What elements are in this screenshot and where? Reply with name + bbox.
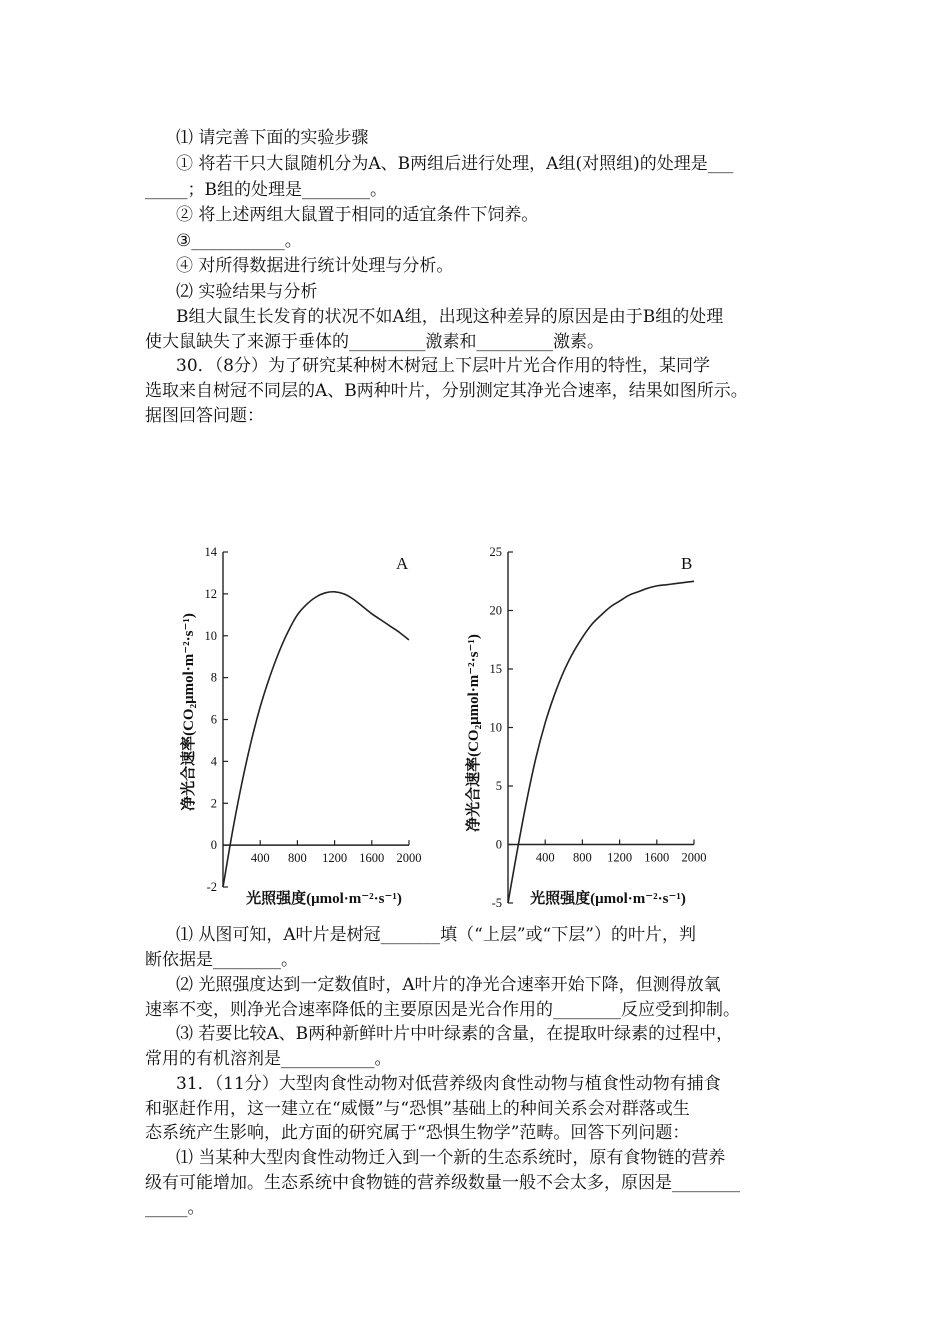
chartA-y-tick-label: 14 (204, 545, 217, 559)
chart-b-y-axis-label: 净光合速率(CO₂μmol·m⁻²·s⁻¹) (466, 634, 482, 832)
question-step-2: ② 将上述两组大鼠置于相同的适宜条件下饲养。 (176, 205, 539, 225)
chartB-y-tick-label: 25 (489, 545, 502, 559)
q30-sub2-line-1: ⑵ 光照强度达到一定数值时，A叶片的净光合速率开始下降，但测得放氧 (176, 975, 721, 995)
chartA-x-tick-label: 400 (250, 851, 270, 866)
q30-sub1-line-2: 断依据是________。 (145, 950, 298, 970)
chart-b-panel-label: B (681, 554, 693, 573)
chartA-y-tick-label: -2 (206, 880, 217, 894)
chart-a-series-line (223, 592, 409, 887)
q30-sub2-line-2: 速率不变，则净光合速率降低的主要原因是光合作用的________反应受到抑制。 (145, 1000, 740, 1020)
chartB-x-tick-label: 1600 (644, 850, 670, 865)
chartA-y-tick-label: 4 (210, 754, 217, 769)
chart-a (170, 535, 440, 915)
question-31-line-1: 31．（11分）大型肉食性动物对低营养级肉食性动物与植食性动物有捕食 (176, 1074, 721, 1094)
chartB-y-tick-label: 20 (489, 603, 502, 618)
chartB-y-tick-label: 10 (489, 720, 502, 735)
q30-sub1-line-1: ⑴ 从图可知，A叶片是树冠_______填（“上层”或“下层”）的叶片，判 (176, 925, 696, 945)
question-30-line-2: 选取来自树冠不同层的A、B两种叶片，分别测定其净光合速率，结果如图所示。 (145, 381, 748, 401)
q30-sub3-line-2: 常用的有机溶剂是___________。 (145, 1049, 392, 1069)
chartB-y-tick-label: -5 (491, 896, 502, 910)
chartA-y-tick-label: 2 (210, 796, 217, 811)
question-part-2-heading: ⑵ 实验结果与分析 (176, 282, 318, 302)
chartB-y-tick-label: 5 (495, 779, 502, 793)
q31-sub1-line-1: ⑴ 当某种大型肉食性动物迁入到一个新的生态系统时，原有食物链的营养 (176, 1148, 726, 1168)
chartA-y-tick-label: 6 (210, 712, 217, 727)
q31-sub1-line-2: 级有可能增加。生态系统中食物链的营养级数量一般不会太多，原因是________ (145, 1173, 740, 1193)
result-analysis-line-2: 使大鼠缺失了来源于垂体的_________激素和_________激素。 (145, 332, 604, 352)
q30-sub3-line-1: ⑶ 若要比较A、B两种新鲜叶片中叶绿素的含量，在提取叶绿素的过程中， (176, 1024, 734, 1044)
question-step-1-continued: _____；B组的处理是________。 (145, 180, 387, 200)
chartB-y-tick-label: 15 (489, 662, 502, 676)
question-30-line-1: 30．（8分）为了研究某种树木树冠上下层叶片光合作用的特性，某同学 (176, 356, 710, 376)
chartB-y-tick-label: 0 (495, 837, 502, 852)
chart-b (455, 535, 755, 915)
question-step-1: ① 将若干只大鼠随机分为A、B两组后进行处理，A组(对照组)的处理是___ (176, 154, 734, 174)
chartA-y-tick-label: 0 (210, 838, 217, 853)
chart-a-panel-label: A (396, 554, 409, 573)
chartB-x-tick-label: 2000 (681, 850, 707, 865)
chartA-x-tick-label: 2000 (396, 851, 422, 866)
question-31-line-3: 态系统产生影响，此方面的研究属于“恐惧生物学”范畴。回答下列问题： (145, 1123, 690, 1143)
chartB-x-tick-label: 400 (535, 850, 555, 865)
chart-b-x-axis-label: 光照强度(μmol·m⁻²·s⁻¹) (530, 891, 686, 907)
question-part-1-heading: ⑴ 请完善下面的实验步骤 (176, 128, 369, 148)
chartA-y-tick-label: 12 (204, 586, 217, 601)
question-31-line-2: 和驱赶作用，这一建立在“威慑”与“恐惧”基础上的种间关系会对群落或生 (145, 1099, 690, 1119)
chartB-x-tick-label: 800 (573, 850, 592, 865)
question-30-line-3: 据图回答问题： (145, 406, 264, 426)
chartB-x-tick-label: 1200 (607, 850, 633, 865)
question-step-3: ③___________。 (176, 231, 302, 251)
question-step-4: ④ 对所得数据进行统计处理与分析。 (176, 256, 454, 276)
chartA-x-tick-label: 800 (288, 851, 307, 866)
result-analysis-line-1: B组大鼠生长发育的状况不如A组，出现这种差异的原因是由于B组的处理 (176, 307, 724, 327)
chartA-x-tick-label: 1200 (322, 851, 348, 866)
chartA-y-tick-label: 10 (204, 628, 217, 643)
chart-a-x-axis-label: 光照强度(μmol·m⁻²·s⁻¹) (246, 891, 402, 907)
q31-sub1-line-3: _____。 (145, 1198, 205, 1218)
chart-a-y-axis-label: 净光合速率(CO₂μmol·m⁻²·s⁻¹) (181, 613, 197, 811)
chartA-y-tick-label: 8 (210, 670, 217, 685)
chartA-x-tick-label: 1600 (359, 851, 385, 866)
